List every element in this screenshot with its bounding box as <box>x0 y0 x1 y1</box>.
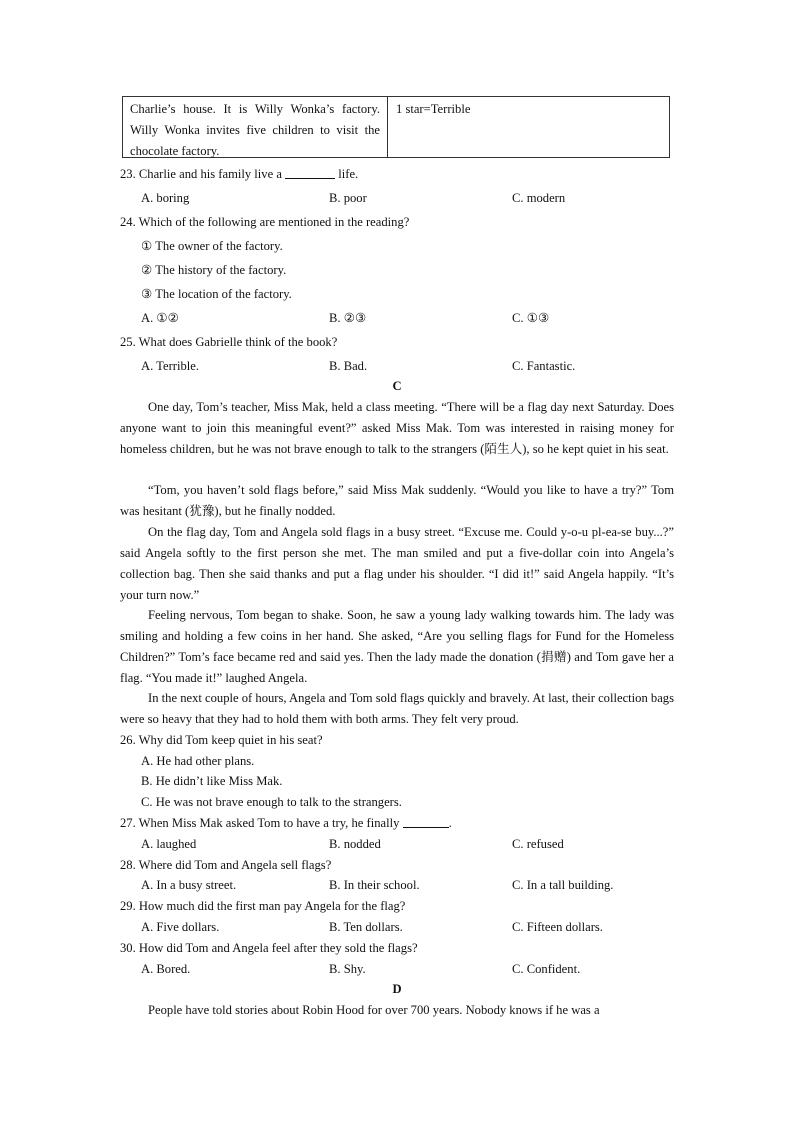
option-b: B. Ten dollars. <box>329 920 403 934</box>
option-a: A. Bored. <box>141 962 191 976</box>
table-cell-rating: 1 star=Terrible <box>396 102 471 116</box>
option-c: C. modern <box>512 191 566 205</box>
option-a: A. In a busy street. <box>141 878 237 892</box>
option-c: C. In a tall building. <box>512 878 614 892</box>
table-cell-description: Charlie’s house. It is Willy Wonka’s factory. Willy Wonka invites five children to visit the chocolate factory. <box>123 97 388 157</box>
question-24: 24. Which of the following are mentioned in the reading? <box>120 215 410 229</box>
statement-3: ③ The location of the factory. <box>141 287 292 301</box>
question-29: 29. How much did the first man pay Angela for the flag? <box>120 899 406 913</box>
option-b: B. Bad. <box>329 359 368 373</box>
question-26: 26. Why did Tom keep quiet in his seat? <box>120 733 323 747</box>
question-25: 25. What does Gabrielle think of the book? <box>120 335 338 349</box>
answer-blank <box>285 166 335 179</box>
option-b: B. In their school. <box>329 878 420 892</box>
passage-paragraph: In the next couple of hours, Angela and Tom sold flags quickly and bravely. At last, their collection bags were so heavy that they had to hold them with both arms. They felt very proud. <box>120 691 674 726</box>
option-c: C. He was not brave enough to talk to the strangers. <box>141 795 402 809</box>
option-a: A. boring <box>141 191 190 205</box>
question-text: 23. Charlie and his family live a <box>120 167 282 181</box>
passage-paragraph: On the flag day, Tom and Angela sold flags in a busy street. “Excuse me. Could y-o-u pl-ea-se buy...?” said Angela softly to the first person she met. The man smiled and put a five-dollar coin into Angela’s collection bag. Then she said thanks and put a flag under his shoulder. “I did it!” said Angela happily. “It’s your turn now.” <box>120 525 674 602</box>
question-30: 30. How did Tom and Angela feel after they sold the flags? <box>120 941 418 955</box>
option-c: C. refused <box>512 837 564 851</box>
question-27: 27. When Miss Mak asked Tom to have a try, he finally . <box>120 816 452 830</box>
passage-paragraph: “Tom, you haven’t sold flags before,” said Miss Mak suddenly. “Would you like to have a try?” Tom was hesitant (犹豫), but he finally nodded. <box>120 483 674 518</box>
option-b: B. poor <box>329 191 367 205</box>
passage-paragraph: People have told stories about Robin Hood for over 700 years. Nobody knows if he was a <box>148 1003 600 1017</box>
option-b: B. nodded <box>329 837 381 851</box>
option-a: A. Five dollars. <box>141 920 220 934</box>
answer-blank <box>403 815 449 828</box>
question-28: 28. Where did Tom and Angela sell flags? <box>120 858 332 872</box>
statement-1: ① The owner of the factory. <box>141 239 283 253</box>
option-c: C. ①③ <box>512 311 550 325</box>
section-heading-d: D <box>392 982 402 996</box>
option-b: B. ②③ <box>329 311 367 325</box>
statement-2: ② The history of the factory. <box>141 263 287 277</box>
question-text: 27. When Miss Mak asked Tom to have a try, he finally <box>120 816 400 830</box>
option-b: B. He didn’t like Miss Mak. <box>141 774 283 788</box>
passage-paragraph: One day, Tom’s teacher, Miss Mak, held a class meeting. “There will be a flag day next Saturday. Does anyone want to join this meaningful event?” asked Miss Mak. Tom was interested in raising money for homeless children, but he was not brave enough to talk to the strangers (陌生人), so he kept quiet in his seat. <box>120 400 674 456</box>
option-a: A. He had other plans. <box>141 754 255 768</box>
option-b: B. Shy. <box>329 962 366 976</box>
option-a: A. ①② <box>141 311 179 325</box>
option-c: C. Fantastic. <box>512 359 576 373</box>
section-heading-c: C <box>392 379 402 393</box>
option-a: A. Terrible. <box>141 359 199 373</box>
option-c: C. Fifteen dollars. <box>512 920 603 934</box>
question-text: life. <box>338 167 359 181</box>
info-table <box>122 96 670 158</box>
option-a: A. laughed <box>141 837 197 851</box>
passage-paragraph: Feeling nervous, Tom began to shake. Soon, he saw a young lady walking towards him. The lady was smiling and holding a few coins in her hand. She asked, “Are you selling flags for Fund for the Homeless Children?” Tom’s face became red and said yes. Then the lady made the donation (捐赠) and Tom gave her a flag. “You made it!” laughed Angela. <box>120 608 674 685</box>
question-23 <box>120 166 358 182</box>
option-c: C. Confident. <box>512 962 581 976</box>
